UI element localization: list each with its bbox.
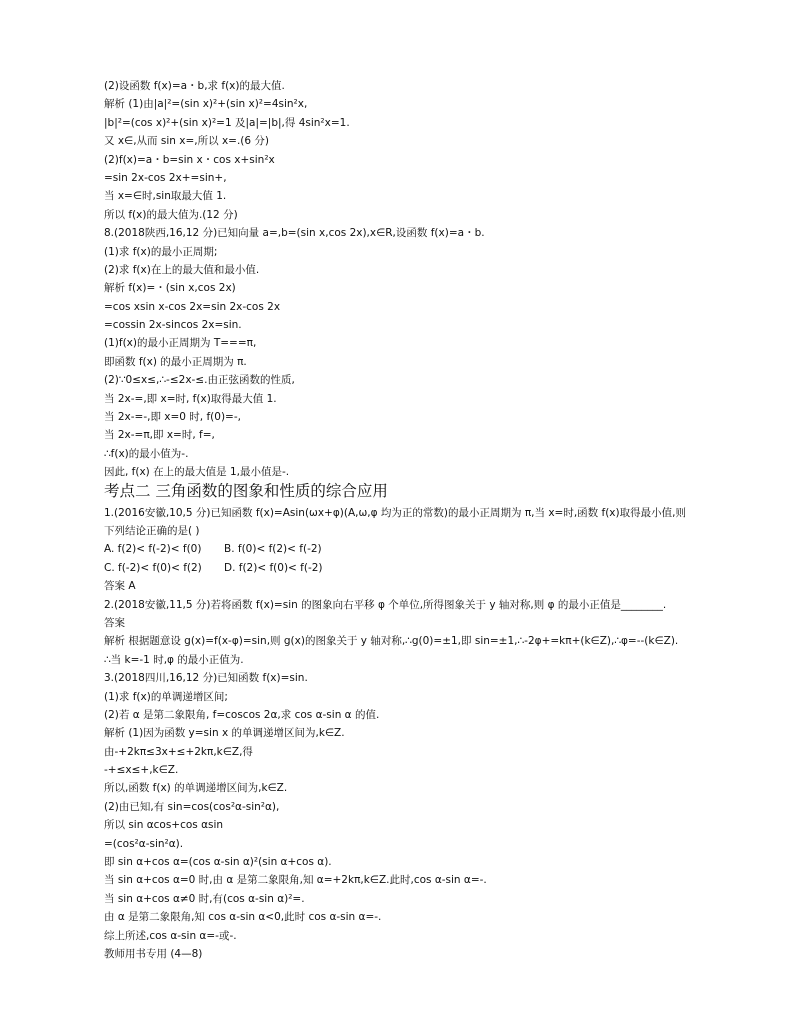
line: (1)求 f(x)的最小正周期; <box>104 245 218 258</box>
line: 3.(2018四川,16,12 分)已知函数 f(x)=sin. <box>104 672 308 685</box>
line: 因此, f(x) 在上的最大值是 1,最小值是-. <box>104 466 290 479</box>
line: 解析 根据题意设 g(x)=f(x-φ)=sin,则 g(x)的图象关于 y 轴对称,∴g(0)=±1,即 sin=±1,∴-2φ+=kπ+(k∈Z),∴φ=--(k∈Z). <box>104 635 679 648</box>
line: 即函数 f(x) 的最小正周期为 π. <box>104 355 247 368</box>
line: 所以 sin αcos+cos αsin <box>104 819 224 832</box>
line: (2)求 f(x)在上的最大值和最小值. <box>104 263 260 276</box>
line: (2)设函数 f(x)=a・b,求 f(x)的最大值. <box>104 80 285 92</box>
line: 当 x=∈时,sin取最大值 1. <box>104 190 227 203</box>
line: 由-+2kπ≤3x+≤+2kπ,k∈Z,得 <box>104 745 253 758</box>
option-c: C. f(-2)< f(0)< f(2) <box>104 561 202 574</box>
line: (2)若 α 是第二象限角, f=coscos 2α,求 cos α-sin α 的值. <box>104 708 380 721</box>
line: ∴f(x)的最小值为-. <box>104 447 189 460</box>
line: ∴当 k=-1 时,φ 的最小正值为. <box>104 653 244 666</box>
line: 又 x∈,从而 sin x=,所以 x=.(6 分) <box>104 135 270 148</box>
line: 解析 (1)因为函数 y=sin x 的单调递增区间为,k∈Z. <box>104 727 345 740</box>
line: |b|²=(cos x)²+(sin x)²=1 及|a|=|b|,得 4sin²x=1. <box>104 116 350 129</box>
line: 当 2x-=,即 x=时, f(x)取得最大值 1. <box>104 392 277 405</box>
line: 答案 <box>104 616 125 629</box>
question-1-text: 1.(2016安徽,10,5 分)已知函数 f(x)=Asin(ωx+φ)(A,ω,φ 均为正的常数)的最小正周期为 π,当 x=时,函数 f(x)取得最小值,则下列结论正确的是( ) <box>104 506 686 537</box>
line: 当 sin α+cos α=0 时,由 α 是第二象限角,知 α=+2kπ,k∈Z.此时,cos α-sin α=-. <box>104 874 487 887</box>
line: 当 sin α+cos α≠0 时,有(cos α-sin α)²=. <box>104 892 305 905</box>
options-row <box>104 559 694 577</box>
line: (1)f(x)的最小正周期为 T===π, <box>104 337 257 350</box>
line: 即 sin α+cos α=(cos α-sin α)²(sin α+cos α). <box>104 856 332 869</box>
line: 教师用书专用 (4—8) <box>104 948 203 960</box>
line: 2.(2018安徽,11,5 分)若将函数 f(x)=sin 的图象向右平移 φ 个单位,所得图象关于 y 轴对称,则 φ 的最小正值是________. <box>104 598 667 611</box>
line: (1)求 f(x)的单调递增区间; <box>104 690 228 703</box>
line: (2)f(x)=a・b=sin x・cos x+sin²x <box>104 153 275 166</box>
line: 答案 A <box>104 580 136 593</box>
line: 解析 (1)由|a|²=(sin x)²+(sin x)²=4sin²x, <box>104 98 308 111</box>
option-b: B. f(0)< f(2)< f(-2) <box>224 543 322 556</box>
line: =(cos²α-sin²α). <box>104 837 184 850</box>
line: 当 2x-=-,即 x=0 时, f(0)=-, <box>104 411 241 424</box>
line: 当 2x-=π,即 x=时, f=, <box>104 429 215 442</box>
options-row <box>104 540 694 558</box>
line: 所以 f(x)的最大值为.(12 分) <box>104 208 238 221</box>
line: 综上所述,cos α-sin α=-或-. <box>104 929 237 942</box>
line: -+≤x≤+,k∈Z. <box>104 764 179 777</box>
line: =cossin 2x-sincos 2x=sin. <box>104 319 242 332</box>
document-page <box>104 77 694 963</box>
line: =sin 2x-cos 2x+=sin+, <box>104 171 227 184</box>
line: (2)∵0≤x≤,∴-≤2x-≤.由正弦函数的性质, <box>104 374 295 387</box>
line: 由 α 是第二象限角,知 cos α-sin α<0,此时 cos α-sin α=-. <box>104 911 382 924</box>
section-heading: 考点二 三角函数的图象和性质的综合应用 <box>104 481 388 500</box>
line: =cos xsin x-cos 2x=sin 2x-cos 2x <box>104 300 281 313</box>
option-a: A. f(2)< f(-2)< f(0) <box>104 543 202 556</box>
line: 解析 f(x)=・(sin x,cos 2x) <box>104 282 236 295</box>
option-d: D. f(2)< f(0)< f(-2) <box>224 561 323 574</box>
line: (2)由已知,有 sin=cos(cos²α-sin²α), <box>104 800 280 813</box>
line: 8.(2018陕西,16,12 分)已知向量 a=,b=(sin x,cos 2x),x∈R,设函数 f(x)=a・b. <box>104 227 485 240</box>
line: 所以,函数 f(x) 的单调递增区间为,k∈Z. <box>104 782 288 795</box>
